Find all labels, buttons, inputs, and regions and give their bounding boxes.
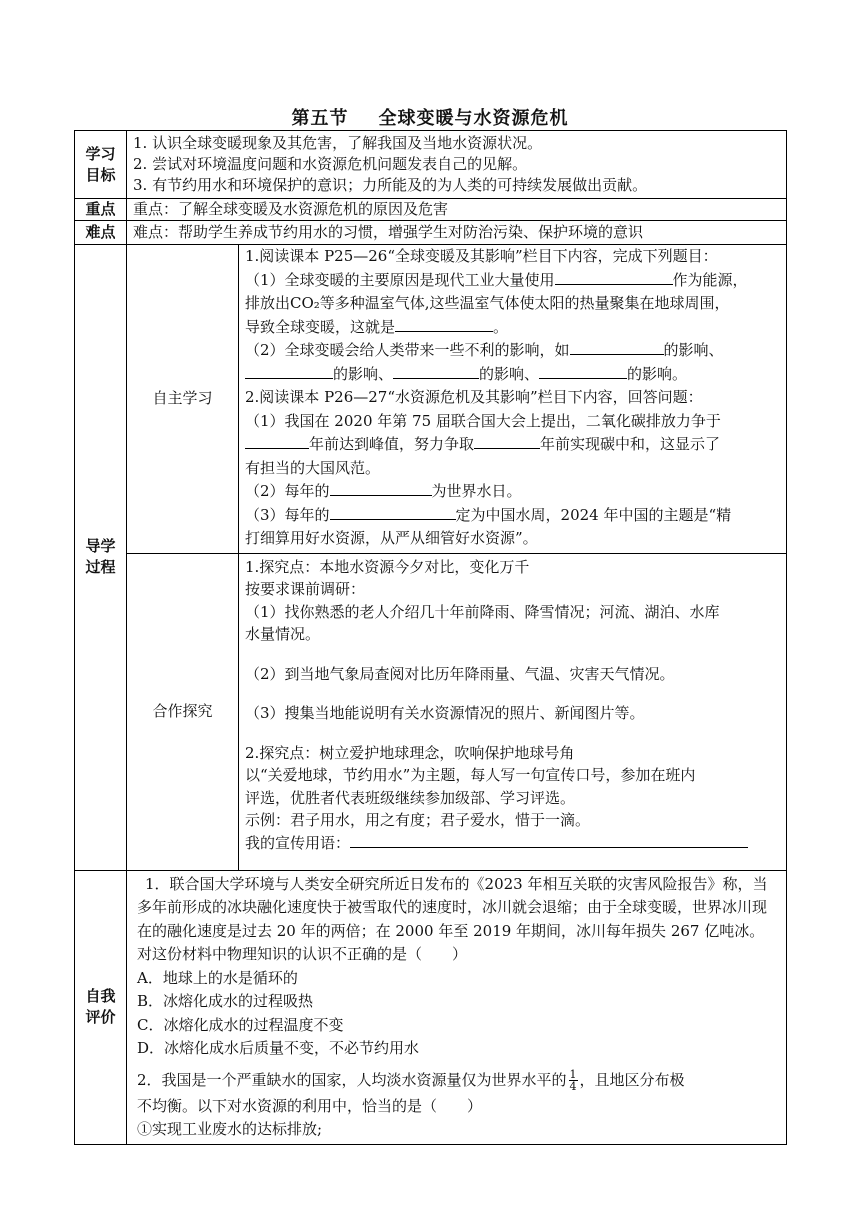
- question-line: 导致全球变暖，这就是 。: [245, 317, 509, 336]
- key-point-text: 重点：了解全球变暖及水资源危机的原因及危害: [127, 199, 787, 221]
- question-line: 年前达到峰值，努力争取 年前实现碳中和，这显示了: [245, 433, 780, 457]
- option-d[interactable]: D．冰熔化成水后质量不变，不必节约用水: [137, 1039, 420, 1057]
- cooperation-content: [239, 553, 787, 870]
- difficulty-label: 难点: [75, 221, 127, 245]
- section-title: 全球变暖与水资源危机: [378, 108, 569, 129]
- self-eval-row: [75, 870, 787, 1144]
- goal-item: 3. 有节约用水和环境保护的意识；力所能及的为人类的可持续发展做出贡献。: [133, 176, 648, 194]
- goals-row: [75, 131, 787, 199]
- self-eval-label: 自我 评价: [75, 870, 127, 1144]
- question-text: （1）我国在 2020 年第 75 届联合国大会上提出，二氧化碳排放力争于: [245, 411, 721, 430]
- key-point-label: 重点: [75, 199, 127, 221]
- topic-text: （1）找你熟悉的老人介绍几十年前降雨、降雪情况；河流、湖泊、水库: [245, 602, 720, 621]
- answer-blank[interactable]: [570, 339, 664, 355]
- answer-blank[interactable]: [555, 269, 673, 285]
- difficulty-text: 难点：帮助学生养成节约用水的习惯，增强学生对防治污染、保护环境的意识: [127, 221, 787, 245]
- option-c[interactable]: C．冰熔化成水的过程温度不变: [137, 1015, 344, 1034]
- eval-question: 2．我国是一个严重缺水的国家，人均淡水资源量仅为世界水平的 $\frac{1}{4}$ ，且地区分布极: [137, 1068, 685, 1093]
- cooperation-row: [75, 553, 787, 870]
- answer-blank[interactable]: [474, 433, 540, 449]
- topic-text: （2）到当地气象局查阅对比历年降雨量、气温、灾害天气情况。: [245, 664, 675, 683]
- answer-blank[interactable]: [245, 363, 333, 379]
- self-study-content: [239, 245, 787, 554]
- process-label: 导学 过程: [75, 245, 127, 871]
- goal-item: 1. 认识全球变暖现象及其危害，了解我国及当地水资源状况。: [133, 134, 543, 152]
- topic-text: 以“关爱地球，节约用水”为主题，每人写一句宣传口号，参加在班内: [245, 766, 696, 784]
- slogan-line: 我的宣传用语：: [245, 832, 780, 855]
- question-text: 打细算用好水资源，从严从细管好水资源”。: [245, 529, 538, 547]
- question-text: 1.阅读课本 P25—26“全球变暖及其影响”栏目下内容，完成下列题目：: [245, 247, 718, 265]
- goals-label: 学习 目标: [75, 131, 127, 199]
- eval-question: 不均衡。以下对水资源的利用中，恰当的是（ ）: [137, 1096, 483, 1115]
- statement-item: ①实现工业废水的达标排放;: [137, 1120, 323, 1138]
- question-line: （2）全球变暖会给人类带来一些不利的影响，如 的影响、: [245, 341, 724, 359]
- question-line: 的影响、 的影响、 的影响。: [245, 363, 780, 387]
- topic-text: 按要求课前调研：: [245, 580, 366, 598]
- answer-blank[interactable]: [395, 316, 493, 332]
- goals-content: [127, 131, 787, 199]
- cooperation-label: 合作探究: [127, 553, 239, 870]
- slogan-input[interactable]: [350, 832, 748, 848]
- question-text: 排放出CO₂等多种温室气体,这些温室气体使太阳的热量聚集在地球周围，: [245, 294, 730, 312]
- topic-text: 水量情况。: [245, 625, 321, 643]
- answer-blank[interactable]: [330, 480, 432, 496]
- topic-text: 评选，优胜者代表班级继续参加级部、学习评选。: [245, 788, 576, 807]
- section-number: 第五节: [291, 108, 349, 129]
- key-point-row: [75, 199, 787, 221]
- topic-text: 示例：君子用水，用之有度；君子爱水，惜于一滴。: [245, 811, 591, 829]
- self-study-row: [75, 245, 787, 554]
- question-line: （2）每年的 为世界水日。: [245, 482, 522, 500]
- answer-blank[interactable]: [393, 363, 479, 379]
- goal-item: 2. 尝试对环境温度问题和水资源危机问题发表自己的见解。: [133, 155, 528, 173]
- fraction: $\frac{1}{4}$: [569, 1068, 577, 1093]
- eval-question: 1．联合国大学环境与人类安全研究所近日发布的《2023 年相互关联的灾害风险报告》称，当多年前形成的冰块融化速度快于被雪取代的速度时，冰川就会退缩；由于全球变暖，世界冰川现在的融化速度是过去 20 年的两倍；在 2000 年至 2019 年期间，冰川每年损失 267 亿吨冰。对这份材料中物理知识的认识不正确的是（ ）: [137, 874, 768, 963]
- topic-text: （3）搜集当地能说明有关水资源情况的照片、新闻图片等。: [245, 704, 645, 722]
- answer-blank[interactable]: [330, 504, 456, 520]
- topic-text: 2.探究点：树立爱护地球理念，吹响保护地球号角: [245, 743, 575, 762]
- difficulty-row: [75, 221, 787, 245]
- answer-blank[interactable]: [245, 433, 309, 449]
- question-line: （1）全球变暖的主要原因是现代工业大量使用 作为能源，: [245, 270, 748, 289]
- page-title: [0, 104, 860, 130]
- topic-text: 1.探究点：本地水资源今夕对比，变化万千: [245, 557, 530, 576]
- self-eval-content: [127, 870, 787, 1144]
- option-b[interactable]: B．冰熔化成水的过程吸热: [137, 992, 314, 1010]
- self-study-label: 自主学习: [127, 245, 239, 554]
- question-line: （3）每年的 定为中国水周，2024 年中国的主题是“精: [245, 505, 732, 524]
- question-text: 2.阅读课本 P26—27“水资源危机及其影响”栏目下内容，回答问题：: [245, 388, 703, 406]
- question-text: 有担当的大国风范。: [245, 458, 381, 477]
- option-a[interactable]: A．地球上的水是循环的: [137, 968, 298, 987]
- answer-blank[interactable]: [539, 363, 627, 379]
- lesson-table: [74, 130, 787, 1145]
